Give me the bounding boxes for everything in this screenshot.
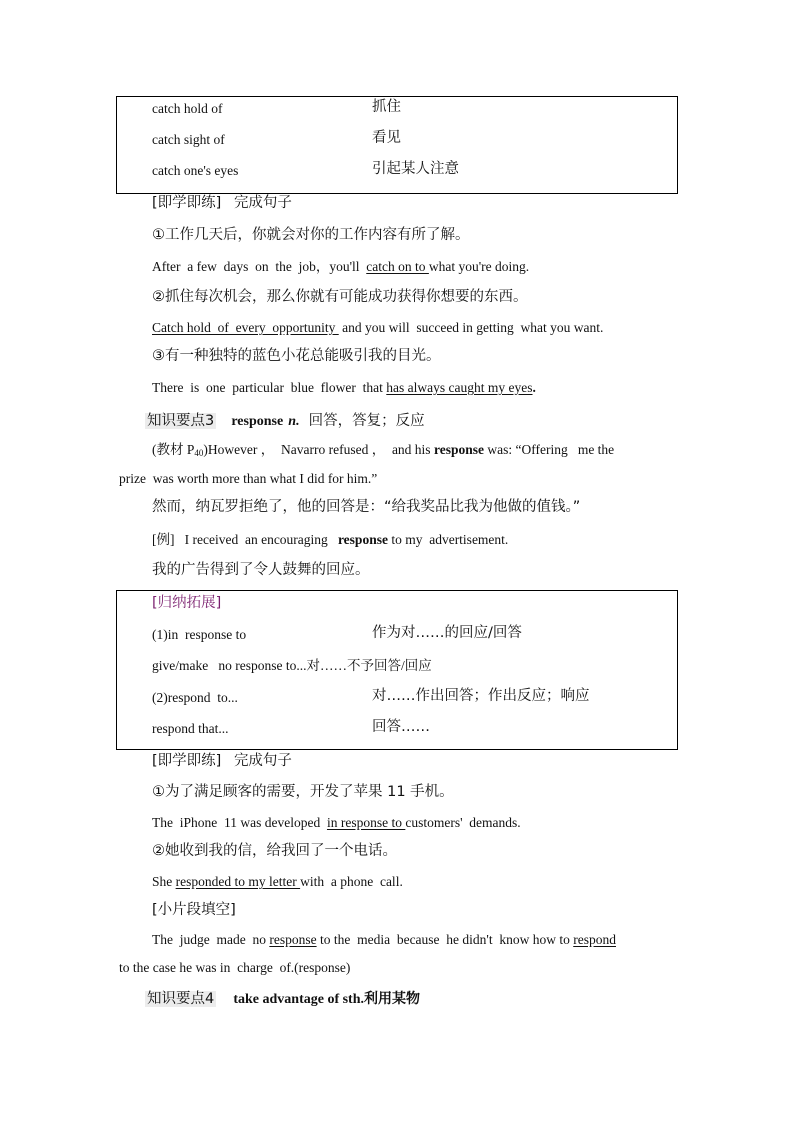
example-tag: [例]	[152, 532, 175, 547]
summary-zh: 对……作出回答；作出反应；响应	[372, 688, 590, 704]
fill-answer: respond	[573, 932, 616, 947]
phrase-zh: 引起某人注意	[372, 161, 459, 177]
answer-text: She	[152, 874, 176, 889]
textbook-translation: 然而，纳瓦罗拒绝了，他的回答是：“给我奖品比我为他做的值钱。”	[152, 499, 581, 515]
question-zh: ②抓住每次机会，那么你就有可能成功获得你想要的东西。	[152, 289, 528, 305]
answer-line	[152, 320, 603, 336]
textbook-page: 40	[194, 448, 204, 458]
answer-text: and you will succeed in getting what you want.	[338, 320, 604, 335]
fill-blank-heading: [小片段填空]	[152, 902, 236, 918]
answer-line	[152, 874, 403, 890]
question-zh: ①工作几天后，你就会对你的工作内容有所了解。	[152, 227, 470, 243]
answer-text: There is one particular blue flower that	[152, 380, 387, 395]
example-text: I received an encouraging	[174, 532, 338, 547]
fill-text: to the media because he didn't know how to	[316, 932, 574, 947]
phrase-zh: 抓住	[372, 99, 401, 115]
answer-line	[152, 259, 529, 275]
summary-en: give/make no response to...对……不予回答/回应	[152, 658, 432, 673]
summary-zh: 作为对……的回应/回答	[372, 625, 522, 641]
answer-text: After a few days on the job，you'll	[152, 259, 367, 274]
textbook-quote-line2: prize was worth more than what I did for him.”	[119, 471, 378, 486]
answer-text: with a phone call.	[300, 874, 403, 889]
answer-text: what you're doing.	[428, 259, 530, 274]
answer-blank: responded to my letter	[175, 874, 301, 889]
fill-text: The judge made no	[152, 932, 270, 947]
practice-task: 完成句子	[233, 195, 292, 211]
practice-task: 完成句子	[233, 753, 292, 769]
summary-en: (2)respond to...	[152, 690, 238, 705]
practice-heading	[152, 753, 292, 770]
answer-text: customers' demands.	[405, 815, 521, 830]
phrase-zh: 看见	[372, 130, 401, 146]
answer-blank: Catch hold of every opportunity	[152, 320, 339, 335]
example-text: to my advertisement.	[387, 532, 509, 547]
practice-heading	[152, 195, 292, 212]
summary-en: (1)in response to	[152, 627, 247, 642]
phrase-en: catch sight of	[152, 132, 225, 147]
practice-tag: [即学即练]	[152, 195, 222, 211]
practice-tag: [即学即练]	[152, 753, 222, 769]
answer-blank: has always caught my eyes	[386, 380, 533, 395]
point-title: take advantage of sth.利用某物	[233, 992, 420, 1007]
textbook-source: (教材 P	[152, 442, 195, 457]
phrase-en: catch one's eyes	[152, 163, 239, 178]
answer-blank: in response to	[326, 815, 406, 830]
point-label: 知识要点3	[147, 413, 215, 429]
summary-heading: [归纳拓展]	[152, 595, 222, 611]
textbook-text: was: “Offering me the	[483, 442, 615, 457]
answer-text: .	[532, 380, 536, 395]
answer-line	[152, 380, 536, 396]
summary-zh: 回答……	[372, 719, 430, 735]
fill-blank-line2: to the case he was in charge of.(response)	[119, 960, 351, 975]
point-label: 知识要点4	[147, 991, 215, 1007]
summary-en: respond that...	[152, 721, 229, 736]
knowledge-point-heading	[145, 410, 425, 431]
point-meaning: 回答，答复；反应	[308, 413, 425, 429]
point-word: response	[231, 414, 284, 429]
example-sentence	[152, 532, 508, 548]
answer-text: The iPhone 11 was developed	[152, 815, 327, 830]
answer-line	[152, 815, 521, 831]
question-zh: ③有一种独特的蓝色小花总能吸引我的目光。	[152, 348, 441, 364]
answer-blank: catch on to	[366, 259, 429, 274]
question-zh: ②她收到我的信，给我回了一个电话。	[152, 843, 397, 859]
phrase-en: catch hold of	[152, 101, 223, 116]
fill-blank-line	[152, 932, 616, 948]
fill-answer: response	[269, 932, 317, 947]
point-pos: n.	[288, 414, 300, 429]
knowledge-point-heading	[145, 988, 420, 1009]
keyword: response	[433, 442, 484, 457]
textbook-quote	[152, 442, 614, 459]
keyword: response	[337, 532, 388, 547]
example-translation: 我的广告得到了令人鼓舞的回应。	[152, 562, 370, 578]
textbook-text: )However ， Navarro refused ， and his	[203, 442, 434, 457]
question-zh: ①为了满足顾客的需要，开发了苹果 11 手机。	[152, 784, 454, 800]
